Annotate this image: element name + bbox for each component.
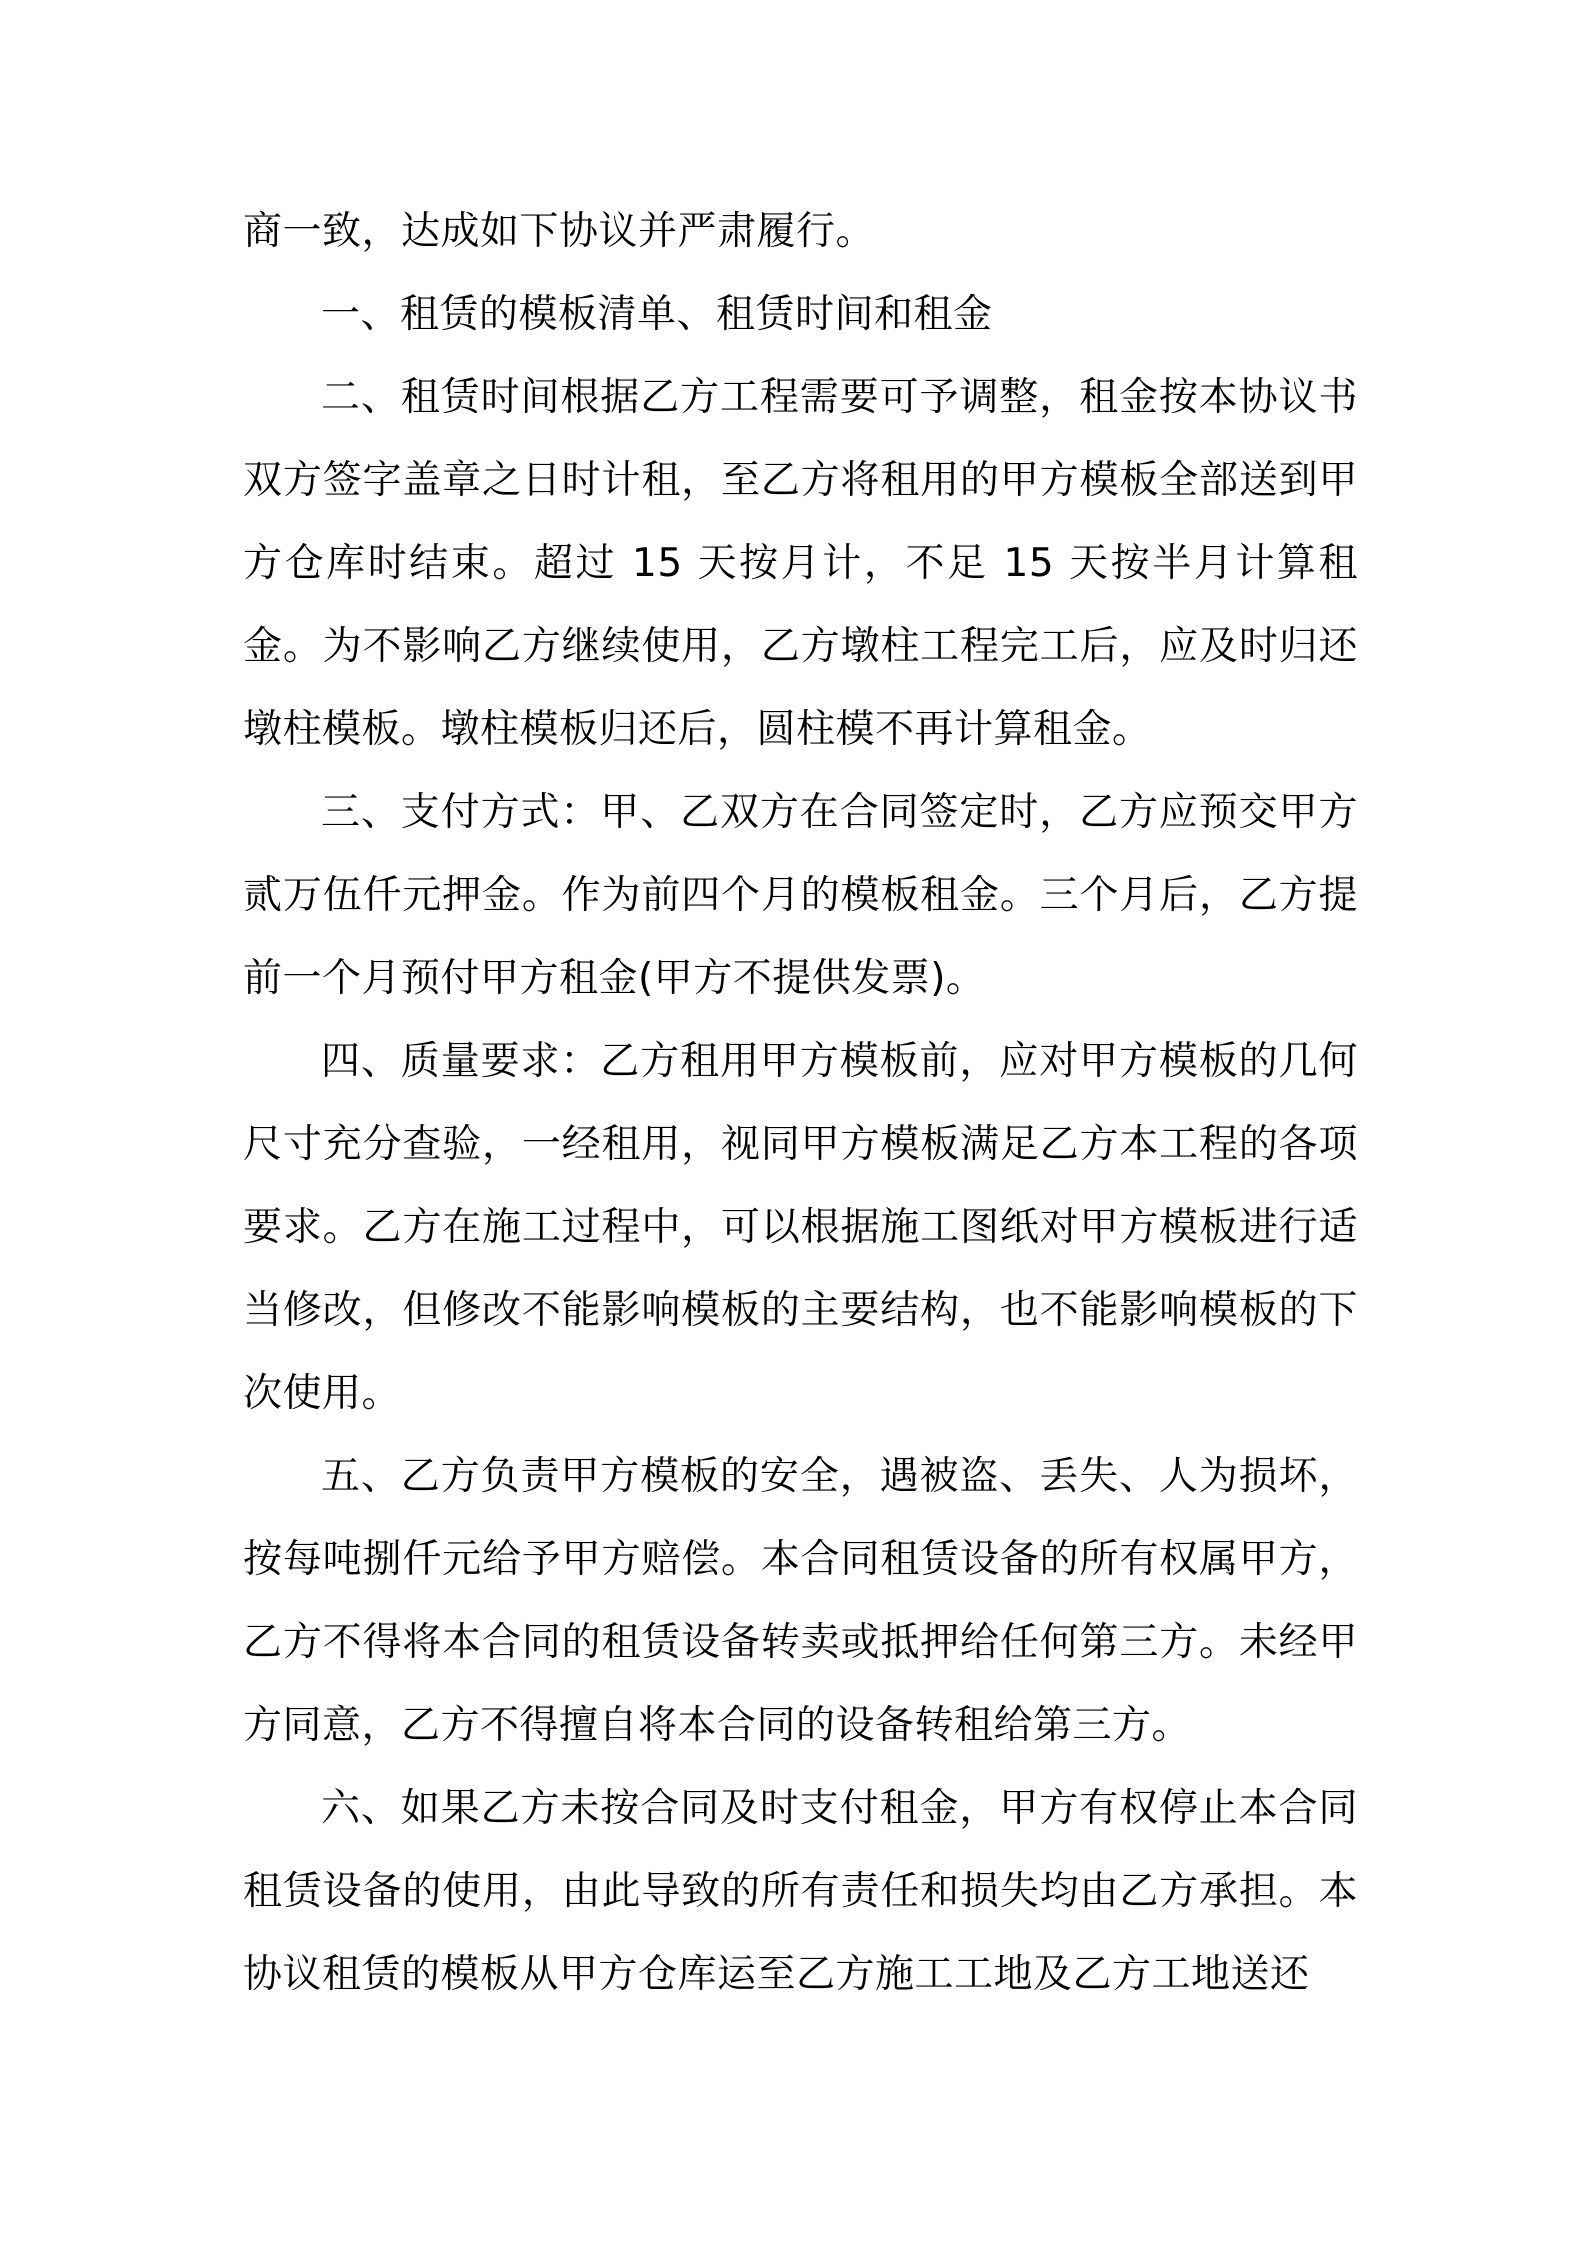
paragraph-clause-5: 五、乙方负责甲方模板的安全，遇被盗、丢失、人为损坏，按每吨捌仟元给予甲方赔偿。本合同租赁设备的所有权属甲方，乙方不得将本合同的租赁设备转卖或抵押给任何第三方。未经甲方同意，乙方不得擅自将本合同的设备转租给第三方。 (243, 1454, 1358, 1748)
paragraph-clause-6: 六、如果乙方未按合同及时支付租金，甲方有权停止本合同租赁设备的使用，由此导致的所有责任和损失均由乙方承担。本协议租赁的模板从甲方仓库运至乙方施工工地及乙方工地送还 (243, 1786, 1358, 1997)
document-body (243, 190, 1358, 2016)
paragraph-clause-2: 二、租赁时间根据乙方工程需要可予调整，租金按本协议书双方签字盖章之日时计租，至乙方将租用的甲方模板全部送到甲方仓库时结束。超过 15 天按月计，不足 15 天按半月计算租金。为不影响乙方继续使用，乙方墩柱工程完工后，应及时归还墩柱模板。墩柱模板归还后，圆柱模不再计算租金。 (243, 375, 1358, 752)
paragraph-continuation: 商一致，达成如下协议并严肃履行。 (243, 209, 876, 254)
paragraph-clause-4: 四、质量要求：乙方租用甲方模板前，应对甲方模板的几何尺寸充分查验，一经租用，视同甲方模板满足乙方本工程的各项要求。乙方在施工过程中，可以根据施工图纸对甲方模板进行适当修改，但修改不能影响模板的主要结构，也不能影响模板的下次使用。 (243, 1039, 1358, 1416)
paragraph-clause-3: 三、支付方式：甲、乙双方在合同签定时，乙方应预交甲方贰万伍仟元押金。作为前四个月的模板租金。三个月后，乙方提前一个月预付甲方租金(甲方不提供发票)。 (243, 790, 1358, 1001)
paragraph-clause-1: 一、租赁的模板清单、租赁时间和租金 (321, 292, 993, 337)
